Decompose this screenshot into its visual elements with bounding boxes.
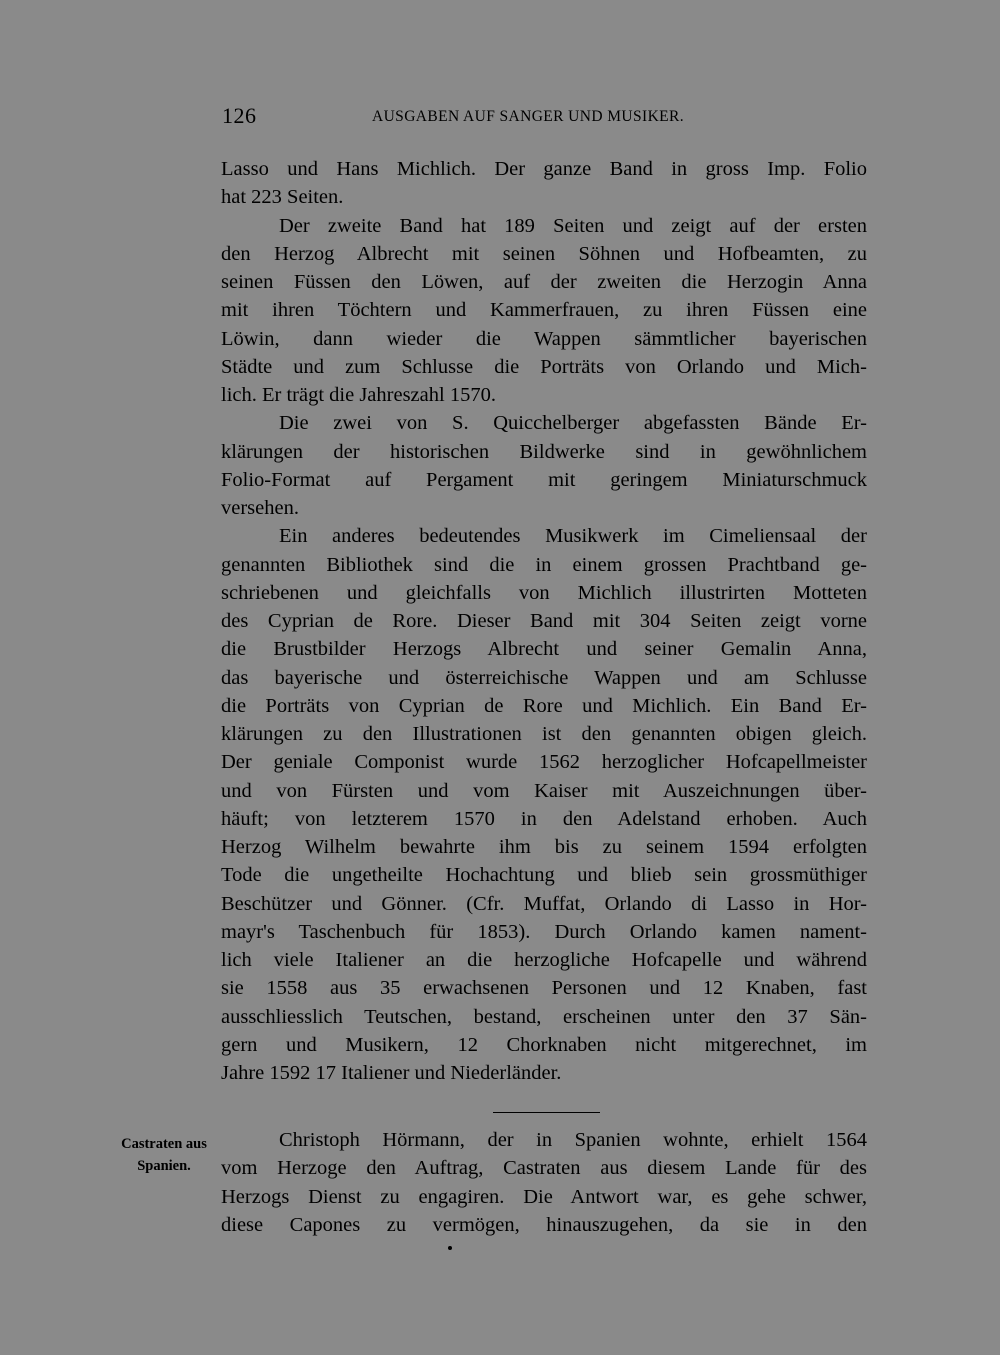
section-text [221,1126,867,1239]
margin-note-line: Spanien. [137,1158,191,1174]
text-line: Folio-Format auf Pergament mit geringem Miniaturschmuck [221,468,867,491]
text-line: Städte und zum Schlusse die Porträts von Orlando und Mich- [221,355,867,378]
text-line: Christoph Hörmann, der in Spanien wohnte, erhielt 1564 [279,1129,867,1151]
text-line: häuft; von letzterem 1570 in den Adelstand erhoben. Auch [221,807,867,830]
text-line: versehen. [221,497,299,519]
text-line: Ein anderes bedeutendes Musikwerk im Cimeliensaal der [279,525,867,548]
text-line: Lasso und Hans Michlich. Der ganze Band in gross Imp. Folio [221,158,867,180]
running-head: AUSGABEN AUF SANGER UND MUSIKER. [372,108,685,125]
text-line: den Herzog Albrecht mit seinen Söhnen und Hofbeamten, zu [221,242,867,265]
text-line: Der geniale Componist wurde 1562 herzoglicher Hofcapellmeister [221,751,867,774]
text-line: Herzog Wilhelm bewahrte ihm bis zu seinem 1594 erfolgten [221,836,867,858]
text-line: die Porträts von Cyprian de Rore und Michlich. Ein Band Er- [221,694,867,717]
text-line: Jahre 1592 17 Italiener und Niederländer. [221,1062,562,1084]
text-line: hat 223 Seiten. [221,186,344,209]
margin-note [104,1133,224,1177]
text-line: klärungen der historischen Bildwerke sind in gewöhnlichem [221,440,867,463]
text-line: lich. Er trägt die Jahreszahl 1570. [221,384,496,406]
text-line: Der zweite Band hat 189 Seiten und zeigt auf der ersten [279,214,867,237]
text-line: lich viele Italiener an die herzogliche Hofcapelle und während [221,949,867,971]
page-number: 126 [222,103,257,128]
text-line: Löwin, dann wieder die Wappen sämmtlicher bayerischen [221,327,867,350]
text-line: Beschützer und Gönner. (Cfr. Muffat, Orlando di Lasso in Hor- [221,892,867,915]
ink-speck [448,1246,452,1250]
main-text [221,155,867,1087]
text-line: mit ihren Töchtern und Kammerfrauen, zu ihren Füssen eine [221,299,867,322]
text-line: diese Capones zu vermögen, hinauszugehen, da sie in den [221,1213,867,1236]
text-line: ausschliesslich Teutschen, bestand, erscheinen unter den 37 Sän- [221,1005,867,1028]
text-line: Die zwei von S. Quicchelberger abgefassten Bände Er- [279,412,867,435]
text-line: vom Herzoge den Auftrag, Castraten aus diesem Lande für des [221,1157,867,1180]
text-line: Herzogs Dienst zu engagiren. Die Antwort war, es gehe schwer, [221,1185,867,1208]
margin-note-line: Castraten aus [121,1136,207,1152]
text-line: des Cyprian de Rore. Dieser Band mit 304 Seiten zeigt vorne [221,610,867,632]
text-line: sie 1558 aus 35 erwachsenen Personen und 12 Knaben, fast [221,977,867,1000]
text-line: seinen Füssen den Löwen, auf der zweiten die Herzogin Anna [221,271,867,293]
text-line: das bayerische und österreichische Wappen und am Schlusse [221,666,867,689]
section-divider [493,1112,600,1113]
text-line: die Brustbilder Herzogs Albrecht und seiner Gemalin Anna, [221,638,867,661]
text-line: genannten Bibliothek sind die in einem grossen Prachtband ge- [221,553,867,576]
text-line: klärungen zu den Illustrationen ist den genannten obigen gleich. [221,723,867,745]
text-line: gern und Musikern, 12 Chorknaben nicht mitgerechnet, im [221,1033,867,1056]
text-line: Tode die ungetheilte Hochachtung und blieb sein grossmüthiger [221,864,867,887]
text-line: und von Fürsten und vom Kaiser mit Auszeichnungen über- [221,779,867,802]
text-line: schriebenen und gleichfalls von Michlich illustrirten Motteten [221,581,867,604]
text-line: mayr's Taschenbuch für 1853). Durch Orlando kamen nament- [221,920,867,943]
